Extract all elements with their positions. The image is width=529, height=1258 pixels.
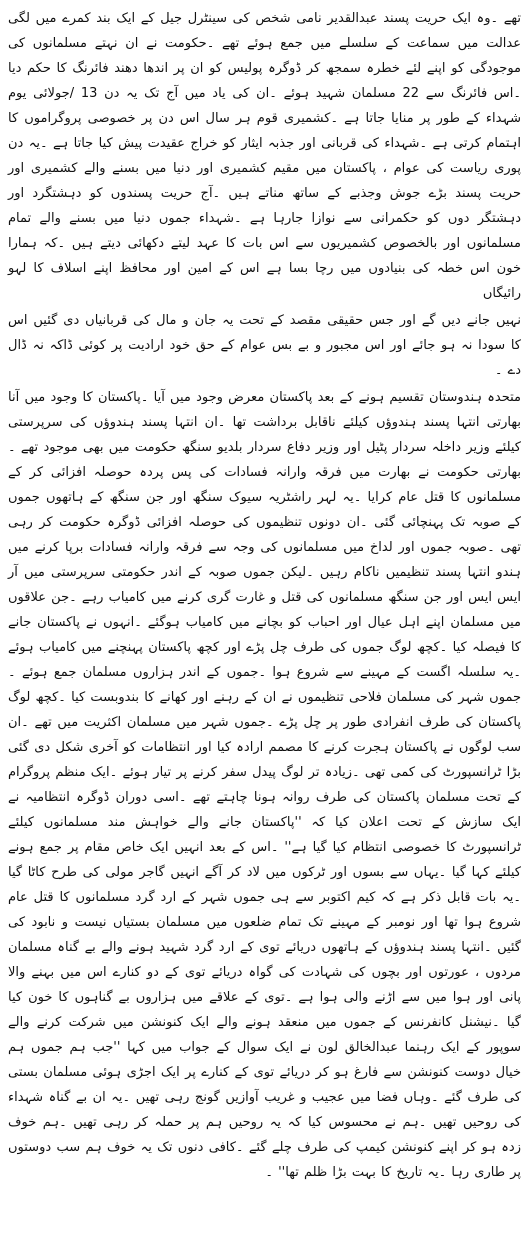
article-paragraph-3: متحدہ ہندوستان تقسیم ہونے کے بعد پاکستان معرض وجود میں آیا ۔پاکستان کا وجود میں آنا بھارتی انتہا پسند ہندوؤں کیلئے ناقابل برداشت تھا ۔ان انتہا پسند ہندوؤں کی سرپرستی کیلئے وزیر داخلہ سردار پٹیل اور وزیر دفاع سردار بلدیو سنگھ حکومت میں بھی موجود تھے ۔بھارتی حکومت نے بھارت میں فرقہ وارانہ فسادات کی پس پردہ حوصلہ افزائی کر کے مسلمانوں کا قتل عام کرایا ۔یہ لہر راشٹریہ سیوک سنگھ اور جن سنگھ کے ہاتھوں جموں کے صوبہ تک پہنچائی گئی ۔ان دونوں تنظیموں کی حوصلہ افزائی ڈوگرہ حکومت کر رہی تھی ۔صوبہ جموں اور لداخ میں مسلمانوں کی وجہ سے فرقہ وارانہ فسادات برپا کرنے میں ہندو انتہا پسند تنظیمیں ناکام رہیں ۔لیکن جموں صوبہ کے اندر حکومتی سرپرستی میں آر ایس ایس اور جن سنگھ مسلمانوں کی قتل و غارت گری کرنے میں کامیاب رہے ۔جن علاقوں میں مسلمان اپنے اہل عیال اور احباب کو بچانے میں کامیاب ہوگئے ۔انہوں نے پاکستان جانے کا فیصلہ کیا ۔کچھ لوگ جموں کی طرف چل پڑے اور کچھ پاکستان پہنچنے میں کامیاب ہوئے ۔یہ سلسلہ اگست کے مہینے سے شروع ہوا ۔جموں کے اندر ہزاروں مسلمان جمع ہوئے ۔جموں شہر کی مسلمان فلاحی تنظیموں نے ان کے رہنے اور کھانے کا بندوبست کیا ۔کچھ لوگ پاکستان کی طرف انفرادی طور پر چل پڑے ۔جموں شہر میں مسلمان اکثریت میں تھے ۔ان سب لوگوں نے پاکستان ہجرت کرنے کا مصمم ارادہ کیا اور انتظامات کو آخری شکل دی گئی بڑا ٹرانسپورٹ کی کمی تھی ۔زیادہ تر لوگ پیدل سفر کرنے پر تیار ہوئے ۔ایک منظم پروگرام کے تحت مسلمان پاکستان کی طرف روانہ ہونا چاہتے تھے ۔اسی دوران ڈوگرہ انتظامیہ نے ایک سازش کے تحت اعلان کیا کہ ''پاکستان جانے والے خواہش مند مسلمانوں کیلئے ٹرانسپورٹ کا خصوصی انتظام کیا گیا ہے'' ۔اس کے بعد انہیں ایک خاص مقام پر جمع ہونے کیلئے کہا گیا ۔یہاں سے بسوں اور ٹرکوں میں لاد کر آگے انہیں گاجر مولی کی طرح کاٹا گیا ۔یہ بات قابل ذکر ہے کہ کیم اکتوبر سے ہی جموں شہر کے ارد گرد مسلمانوں کا قتل عام شروع ہوا تھا اور نومبر کے مہینے تک تمام ضلعوں میں مسلمان بستیاں نیست و نابود کی گئیں ۔انتہا پسند ہندوؤں کے ہاتھوں دریائے توی کے ارد گرد شہید ہونے والے بے گناہ مسلمان مردوں ، عورتوں اور بچوں کی شہادت کی گواہ دریائے توی کے دو کنارے اس میں بہنے والا پانی اور ہوا میں سے اڑنے والی ہوا ہے ۔توی کے علاقے میں ہزاروں بے گناہوں کا خون کیا گیا ۔نیشنل کانفرنس کے جموں میں منعقد ہونے والے ایک کنونشن میں شرکت کرنے والے سوپور کے ایک رہنما عبدالخالق لون نے ایک سوال کے جواب میں کہا ''جب ہم جموں ہم خیال دوست کنونشن سے فارغ ہو کر دریائے توی کے کنارے پر ایک اجڑی ہوئی مسلمان بستی کی طرف گئے ۔وہاں فضا میں عجیب و غریب آوازیں گونج رہی تھیں ۔یہ ان بے گناہ شہداء کی روحیں تھیں ۔ہم نے محسوس کیا کہ یہ روحیں ہم پر حملہ کر رہی تھیں ۔ہم خوف زدہ ہو کر اپنے کنونشن کیمپ کی طرف چلے گئے ۔کافی دنوں تک یہ خوف ہم سب دوستوں پر طاری رہا ۔یہ تاریخ کا بہت بڑا ظلم تھا'' ۔	[8, 390, 521, 1180]
article-paragraph-2: نہیں جانے دیں گے اور جس حقیقی مقصد کے تحت یہ جان و مال کی قربانیاں دی گئیں اس کا سودا نہ ہو جائے اور اس مجبور و بے بس عوام کے حق خود ارادیت پر کوئی ڈاکہ نہ ڈال دے ۔	[8, 313, 521, 378]
article-paragraph-1: تھے ۔وہ ایک حریت پسند عبدالقدیر نامی شخص کی سینٹرل جیل کے ایک بند کمرے میں لگی عدالت میں سماعت کے سلسلے میں جمع ہوئے تھے ۔حکومت نے ان نہتے مسلمانوں کی موجودگی کو اپنے لئے خطرہ سمجھ کر ڈوگرہ پولیس کو ان پر اندھا دھند فائرنگ کا حکم دیا ۔اس فائرنگ سے 22 مسلمان شہید ہوئے ۔ان کی یاد میں آج تک یہ دن 13 /جولائی یوم شہداء کے طور پر منایا جاتا ہے ۔کشمیری قوم ہر سال اس دن پر خصوصی پروگراموں کا اہتمام کرتی ہے ۔شہداء کی قربانی اور جذبہ ایثار کو خراج عقیدت پیش کیا جاتا ہے ۔یہ دن پوری ریاست کی عوام ، پاکستان میں مقیم کشمیری اور دنیا میں بسنے والے کشمیری اور حریت پسند بڑے جوش وجذبے کے ساتھ مناتے ہیں ۔آج حریت پسندوں کو دہشتگرد اور دہشتگر دوں کو حکمرانی سے نوازا جارہا ہے ۔شہداء جموں دنیا میں بسنے والے تمام مسلمانوں اور بالخصوص کشمیریوں سے اس بات کا عہد لیتے دکھائی دیتے ہیں ۔کہ ہمارا خون اس خطہ کی بنیادوں میں رچا بسا ہے اس کے امین اور محافظ اپنے اسلاف کا لہو رائیگاں	[8, 11, 521, 301]
